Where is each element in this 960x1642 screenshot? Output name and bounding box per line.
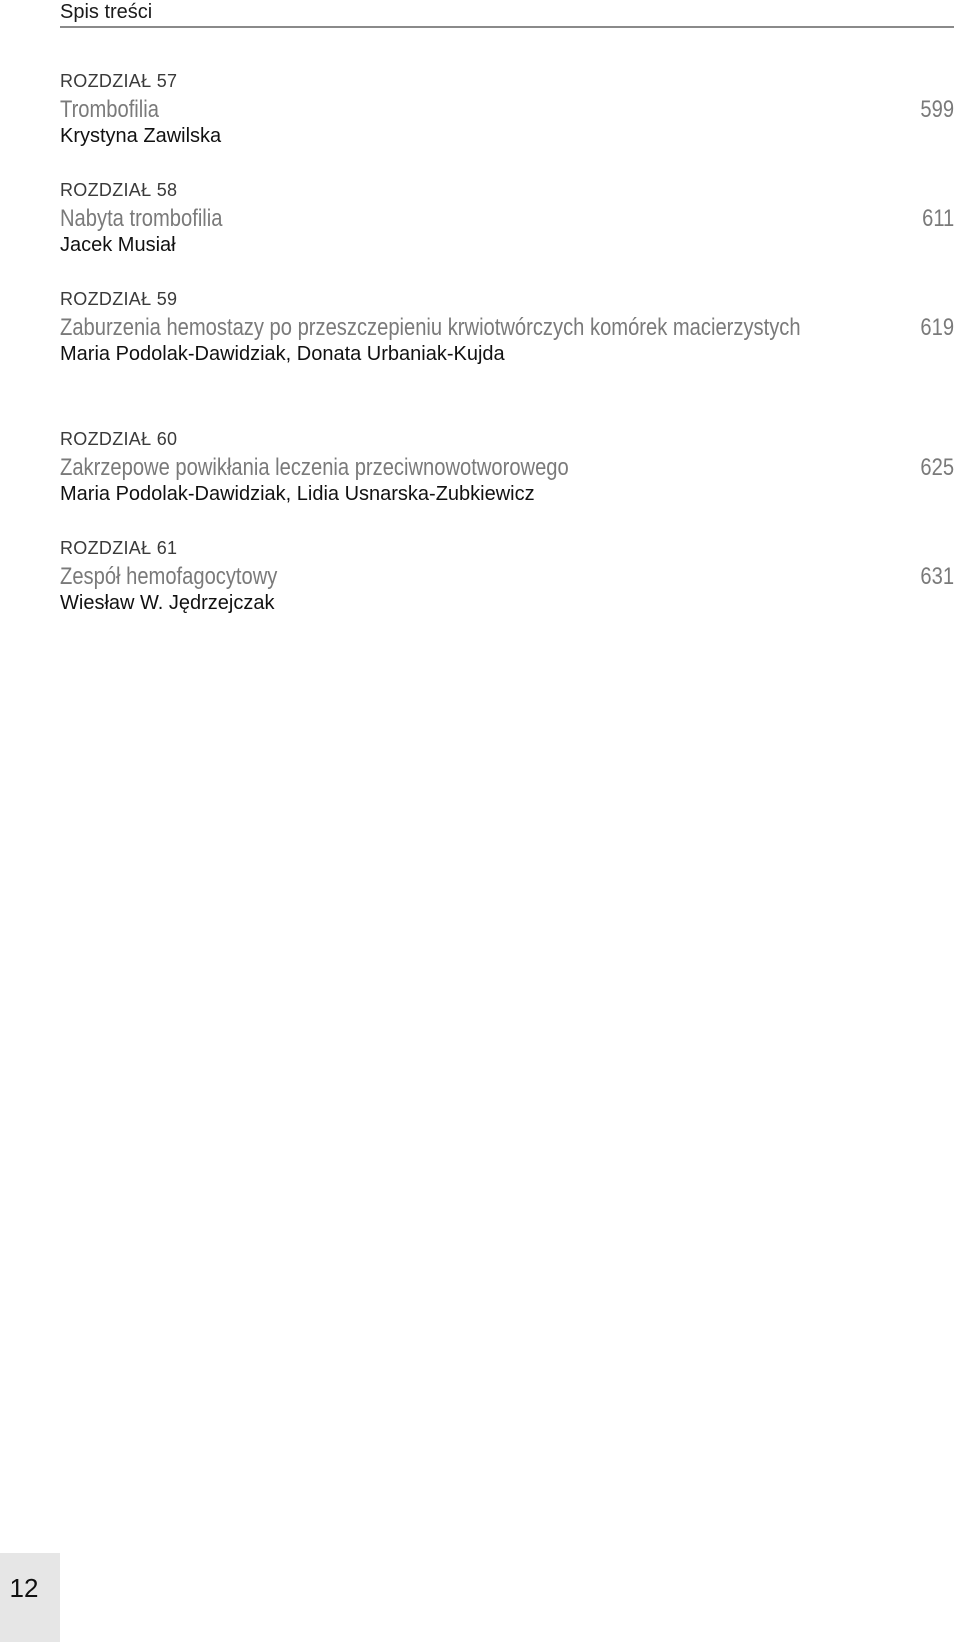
toc-entry [60, 288, 954, 366]
chapter-label: ROZDZIAŁ 58 [60, 180, 178, 200]
title-row [60, 453, 954, 482]
chapter-title-link[interactable]: Zakrzepowe powikłania leczenia przeciwnowotworowego [60, 454, 569, 481]
chapter-title-link[interactable]: Nabyta trombofilia [60, 205, 223, 232]
page-number[interactable]: 631 [920, 563, 954, 590]
toc-entry [60, 428, 954, 506]
page-number-tab [0, 1553, 60, 1642]
page-number[interactable]: 619 [920, 314, 954, 341]
toc-entry [60, 179, 954, 257]
chapter-authors: Wiesław W. Jędrzejczak [60, 592, 275, 614]
chapter-authors: Maria Podolak-Dawidziak, Donata Urbaniak-Kujda [60, 343, 505, 365]
toc-entry [60, 537, 954, 615]
chapter-label: ROZDZIAŁ 61 [60, 538, 178, 558]
title-row [60, 204, 954, 233]
page-number[interactable]: 599 [920, 96, 954, 123]
chapter-title-link[interactable]: Trombofilia [60, 96, 159, 123]
chapter-label: ROZDZIAŁ 59 [60, 289, 178, 309]
chapter-label: ROZDZIAŁ 60 [60, 429, 178, 449]
page-number[interactable]: 625 [920, 454, 954, 481]
title-row [60, 95, 954, 124]
toc-entry [60, 70, 954, 148]
chapter-authors: Jacek Musiał [60, 234, 176, 256]
folio-number: 12 [9, 1573, 39, 1603]
section-title: Spis treści [60, 1, 153, 23]
chapter-title-link[interactable]: Zaburzenia hemostazy po przeszczepieniu krwiotwórczych komórek macierzystych [60, 314, 801, 341]
title-row [60, 562, 954, 591]
chapter-title-link[interactable]: Zespół hemofagocytowy [60, 563, 278, 590]
chapter-authors: Maria Podolak-Dawidziak, Lidia Usnarska-Zubkiewicz [60, 483, 535, 505]
running-header [60, 0, 954, 28]
title-row [60, 313, 954, 342]
page-number[interactable]: 611 [921, 205, 954, 232]
chapter-label: ROZDZIAŁ 57 [60, 71, 178, 91]
chapter-authors: Krystyna Zawilska [60, 125, 222, 147]
